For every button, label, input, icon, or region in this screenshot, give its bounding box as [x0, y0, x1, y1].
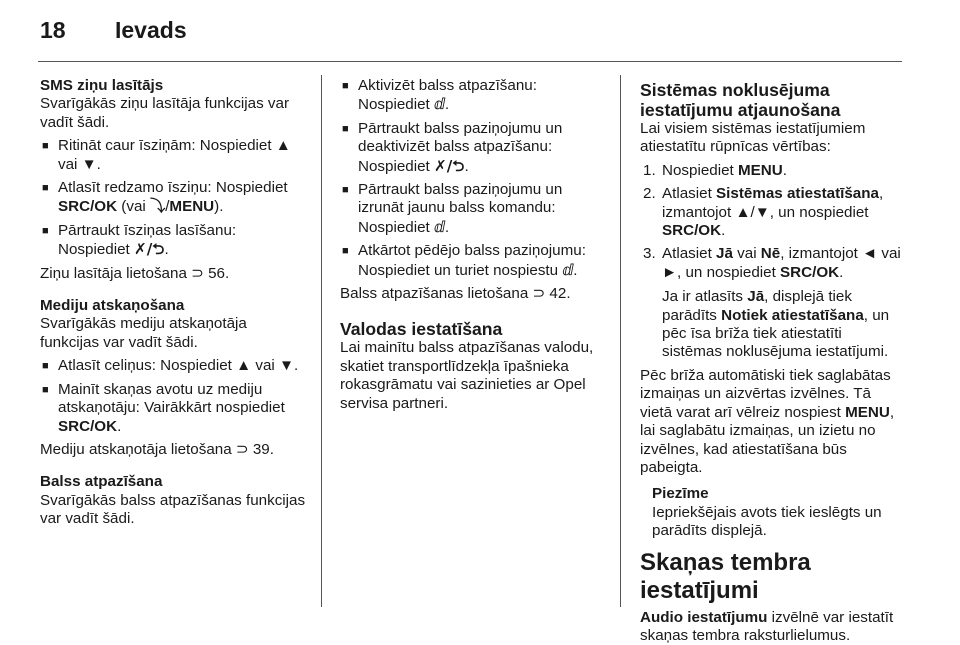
column-3	[640, 80, 904, 645]
bullet-icon: ■	[342, 122, 349, 135]
step-continuation	[640, 288, 904, 362]
list-item-text: Mainīt skaņas avotu uz mediju atskaņotāju: Vairākkārt nospiediet	[58, 380, 285, 417]
column-divider-2	[620, 75, 621, 607]
bullet-icon: ■	[42, 140, 49, 153]
list-item	[340, 242, 608, 280]
list-item-text: , displejā tiek parādīts	[662, 288, 852, 324]
tone-text	[640, 609, 904, 645]
list-item-text: Pārtraukt balss paziņojumu un izrunāt jaunu balss komandu: Nospiediet	[358, 181, 563, 236]
control-label: MENU	[737, 161, 783, 179]
note-text: Iepriekšējais avots tiek ieslēgts un parādīts displejā.	[652, 503, 882, 540]
language-text: Lai mainītu balss atpazīšanas valodu, skatiet transportlīdzekļa īpašnieka rokasgrāmatu vai sazinieties ar Opel servisa partneri.	[340, 339, 594, 412]
mute-back-icon: ✗/⮌	[133, 240, 165, 259]
voice-icon: ⅆ	[562, 260, 574, 279]
list-item	[640, 185, 904, 240]
list-item-text: Pārtraukt īsziņas lasīšanu: Nospiediet	[58, 221, 237, 259]
list-item-text: .	[164, 241, 169, 259]
header-rule	[38, 61, 902, 62]
list-item-text: .	[444, 218, 450, 236]
list-item-text: ).	[214, 198, 224, 216]
cross-reference: Mediju atskaņotāja lietošana ⊃ 39.	[40, 440, 274, 458]
list-item-text: .	[839, 263, 844, 281]
column-2	[340, 77, 608, 413]
control-label: Jā	[747, 288, 765, 306]
list-item-text: .	[573, 261, 578, 279]
after-reset-text	[640, 367, 904, 477]
list-item	[340, 181, 608, 237]
note-heading: Piezīme	[652, 485, 709, 503]
step-number: 1.	[643, 161, 656, 179]
step-number: 3.	[643, 245, 656, 263]
list-item-text: Ja ir atlasīts	[662, 288, 748, 306]
list-item-text: Atlasīt redzamo īsziņu: Nospiediet	[58, 179, 288, 197]
phone-icon: ⤵	[150, 197, 166, 216]
voice-section	[40, 473, 308, 528]
list-item-text: .	[117, 417, 122, 435]
list-item	[340, 77, 608, 115]
list-item-text: Ritināt caur īsziņām: Nospiediet ▲ vai ▼.	[58, 137, 291, 173]
list-item	[640, 245, 904, 282]
list-item-text: .	[782, 161, 787, 179]
list-item-text: (vai	[117, 198, 150, 216]
list-item-text: , izmantojot ▲/▼, un nospiediet	[662, 185, 884, 221]
bullet-icon: ■	[42, 360, 49, 373]
list-item-text: , izmantojot ◄ vai ►, un nospiediet	[662, 245, 901, 281]
control-label: SRC/OK	[780, 263, 840, 281]
reset-intro: Lai visiem sistēmas iestatījumiem atiestatītu rūpnīcas vērtības:	[640, 120, 866, 156]
media-intro: Svarīgākās mediju atskaņotāja funkcijas var vadīt šādi.	[40, 315, 247, 351]
tone-heading: Skaņas tembra iestatījumi	[640, 548, 811, 604]
list-item	[640, 162, 904, 180]
list-item-text: .	[464, 157, 469, 175]
bullet-icon: ■	[342, 184, 349, 197]
paragraph-text: Pēc brīža automātiski tiek saglabātas izmaiņas un aizvērtas izvēlnes. Tā vietā varat arī vēlreiz nospiest	[640, 366, 891, 421]
list-item	[40, 137, 308, 174]
paragraph-text: , lai saglabātu izmaiņas, un izietu no izvēlnes, kad atiestatīšana būs pabeigta.	[640, 403, 895, 476]
voice-icon: ⅆ	[433, 217, 445, 236]
cross-reference: Balss atpazīšanas lietošana ⊃ 42.	[340, 285, 571, 303]
reset-heading: Sistēmas noklusējuma iestatījumu atjaunošana	[640, 80, 841, 120]
list-item-text: , un pēc īsa brīža tiek atiestatīti sistēmas noklusējuma iestatījumi.	[662, 306, 890, 361]
bullet-icon: ■	[42, 224, 49, 237]
control-label: MENU	[845, 403, 890, 421]
control-label: SRC/OK	[58, 417, 118, 435]
cross-reference: Ziņu lasītāja lietošana ⊃ 56.	[40, 264, 230, 282]
step-number: 2.	[643, 185, 656, 203]
list-item	[40, 222, 308, 260]
list-item-text: Aktivizēt balss atpazīšanu: Nospiediet	[358, 77, 537, 114]
sms-reader-intro: Svarīgākās ziņu lasītāja funkcijas var vadīt šādi.	[40, 95, 290, 131]
control-label: Sistēmas atiestatīšana	[716, 185, 879, 203]
list-item-text: .	[444, 96, 450, 114]
bullet-icon: ■	[42, 383, 49, 396]
voice-heading: Balss atpazīšana	[40, 473, 163, 491]
list-item-text: Atlasīt celiņus: Nospiediet ▲ vai ▼.	[58, 357, 299, 375]
list-item-text: Pārtraukt balss paziņojumu un deaktivizēt balss atpazīšanu: Nospiediet	[358, 119, 563, 175]
bullet-icon: ■	[342, 80, 349, 92]
page-number: 18	[40, 17, 66, 43]
mute-back-icon: ✗/⮌	[433, 156, 465, 175]
list-item-text: Nospiediet	[662, 161, 738, 179]
control-label: Notiek atiestatīšana	[721, 306, 864, 324]
voice-icon: ⅆ	[433, 95, 445, 114]
control-label: MENU	[169, 198, 215, 216]
note-box	[640, 485, 904, 540]
list-item-text: vai	[732, 245, 761, 263]
language-heading: Valodas iestatīšana	[340, 319, 503, 340]
list-item-text: Atkārtot pēdējo balss paziņojumu: Nospiediet un turiet nospiestu	[358, 242, 586, 279]
control-label: Audio iestatījumu	[640, 608, 768, 626]
list-item	[40, 357, 308, 375]
list-item	[340, 120, 608, 176]
media-heading: Mediju atskaņošana	[40, 297, 185, 315]
list-item-text: /	[165, 198, 170, 216]
sms-reader-heading: SMS ziņu lasītājs	[40, 77, 164, 94]
list-item	[40, 179, 308, 217]
list-item	[40, 381, 308, 436]
column-1	[40, 77, 308, 529]
column-divider-1	[321, 75, 322, 607]
paragraph-text: izvēlnē var iestatīt skaņas tembra raksturlielumus.	[640, 608, 894, 644]
control-label: SRC/OK	[58, 198, 118, 216]
control-label: SRC/OK	[662, 222, 722, 240]
list-item-text: Atlasiet	[662, 245, 717, 263]
voice-intro: Svarīgākās balss atpazīšanas funkcijas var vadīt šādi.	[40, 491, 306, 528]
media-section	[40, 297, 308, 459]
bullet-icon: ■	[342, 245, 349, 258]
list-item-text: .	[721, 222, 726, 240]
chapter-title: Ievads	[115, 17, 187, 43]
control-label: Jā	[716, 245, 733, 263]
control-label: Nē	[760, 245, 781, 263]
bullet-icon: ■	[42, 182, 49, 195]
list-item-text: Atlasiet	[662, 185, 717, 203]
